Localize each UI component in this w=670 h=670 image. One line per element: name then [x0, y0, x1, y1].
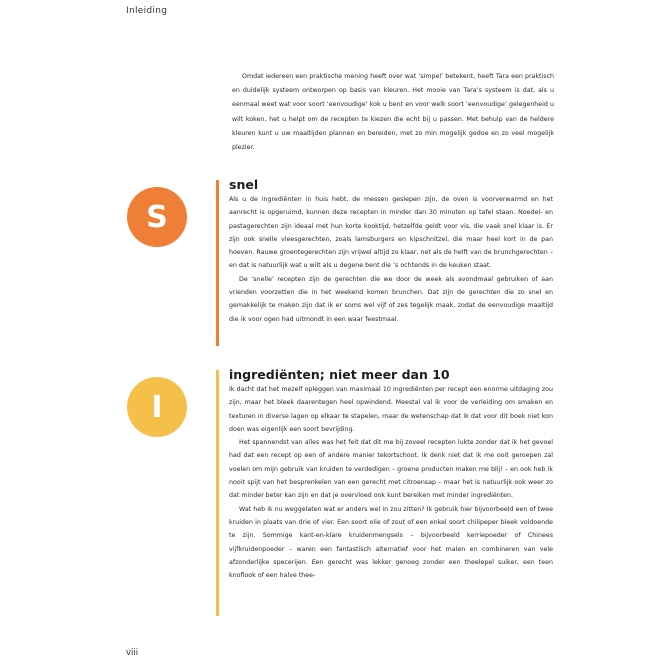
section-ingredienten — [229, 367, 553, 582]
section-divider-bar — [216, 370, 219, 616]
section-paragraph: Het spannendst van alles was het feit dat dit me bij zoveel recepten lukte zonder dat ik het gevoel had dat een recept op een of andere manier tekortschoot. Ik denk niet dat ik me ooit geroepen zal voelen om mijn gebruik van kruiden te verdedigen – groene producten maken me blij! – en ook heb ik nooit spijt van het besprenkelen van een gerecht met citroensap – maar het is natuurlijk ook weer zo dat minder beter kan zijn en dat je overvloed ook kunt bereiken met minder ingrediënten. — [229, 439, 553, 500]
section-divider-bar — [216, 180, 219, 346]
section-badge-i — [127, 377, 187, 437]
intro-block — [232, 70, 554, 155]
badge-letter: I — [151, 389, 163, 425]
badge-letter: S — [146, 199, 168, 235]
section-badge-s — [127, 187, 187, 247]
section-heading: snel — [229, 177, 259, 192]
intro-paragraph: Omdat iedereen een praktische mening heeft over wat ‘simpel’ betekent, heeft Tara een praktisch en duidelijk systeem ontworpen op basis van kleuren. Het mooie van Tara’s systeem is dat, als u eenmaal weet wat voor soort ‘eenvoudige’ kok u bent en voor welk soort ‘eenvoudige’ gelegenheid u wilt koken, het u helpt om de recepten te kiezen die echt bij u passen. Met behulp van de heldere kleuren kunt u uw maaltijden plannen en bereiden, met zo min mogelijk gedoe en zo veel mogelijk plezier. — [232, 73, 554, 152]
section-snel — [229, 177, 553, 326]
section-paragraph: Wat heb ik nu weggelaten wat er anders wel in zou zitten? Ik gebruik hier bijvoorbeeld een of twee kruiden in plaats van drie of vier. Een soort olie of zout of een enkel soort chilipeper bleek voldoende te zijn. Sommige kant-en-klare kruidenmengsels – bijvoorbeeld kerriepoeder of Chinees vijfkruidenpoeder – waren een fantastisch alternatief voor het malen en combineren van vele afzonderlijke specerijen. Een gerecht was lekker genoeg zonder een theelepel suiker, een teen knoflook of een halve thee- — [229, 505, 553, 580]
section-paragraph: Ik dacht dat het mezelf opleggen van maximaal 10 ingrediënten per recept een enorme uitdaging zou zijn, maar het bleek daarentegen heel opwindend. Meestal val ik voor de verleiding om smaken en texturen in diverse lagen op elkaar te stapelen, maar de wetenschap dat ik dat voor dit boek niet kon doen was eigenlijk een soort bevrijding. — [229, 386, 553, 433]
section-heading: ingrediënten; niet meer dan 10 — [229, 367, 450, 382]
page-number: viii — [126, 648, 139, 658]
section-paragraph: Als u de ingrediënten in huis hebt, de messen geslepen zijn, de oven is voorverwarmd en het aanrecht is opgeruimd, kunnen deze recepten in minder dan 30 minuten op tafel staan. Noedel- en pastagerechten zijn ideaal met hun korte kooktijd, hetzelfde geldt voor vis, die vaak snel klaar is. Er zijn ook snelle vleesgerechten, zoals lamsburgers en kipschnitzel, die maar heel kort in de pan hoeven. Rauwe groentegerechten zijn vrijwel altijd zo klaar, net als de helft van de brunchgerechten – en dat is natuurlijk wat u wilt als u degene bent die ’s ochtends in de keuken staat. — [229, 196, 553, 270]
section-paragraph: De ‘snelle’ recepten zijn de gerechten die we door de week als avondmaal gebruiken of aan vrienden voorzetten die in het weekend komen brunchen. Dat zijn de gerechten die zo snel en gemakkelijk te maken zijn dat ik er soms wel vijf of zes tegelijk maak, zodat de eenvoudige maaltijd die ik voor ogen had uitmondt in een waar feestmaal. — [229, 275, 553, 323]
running-header: Inleiding — [126, 6, 168, 16]
